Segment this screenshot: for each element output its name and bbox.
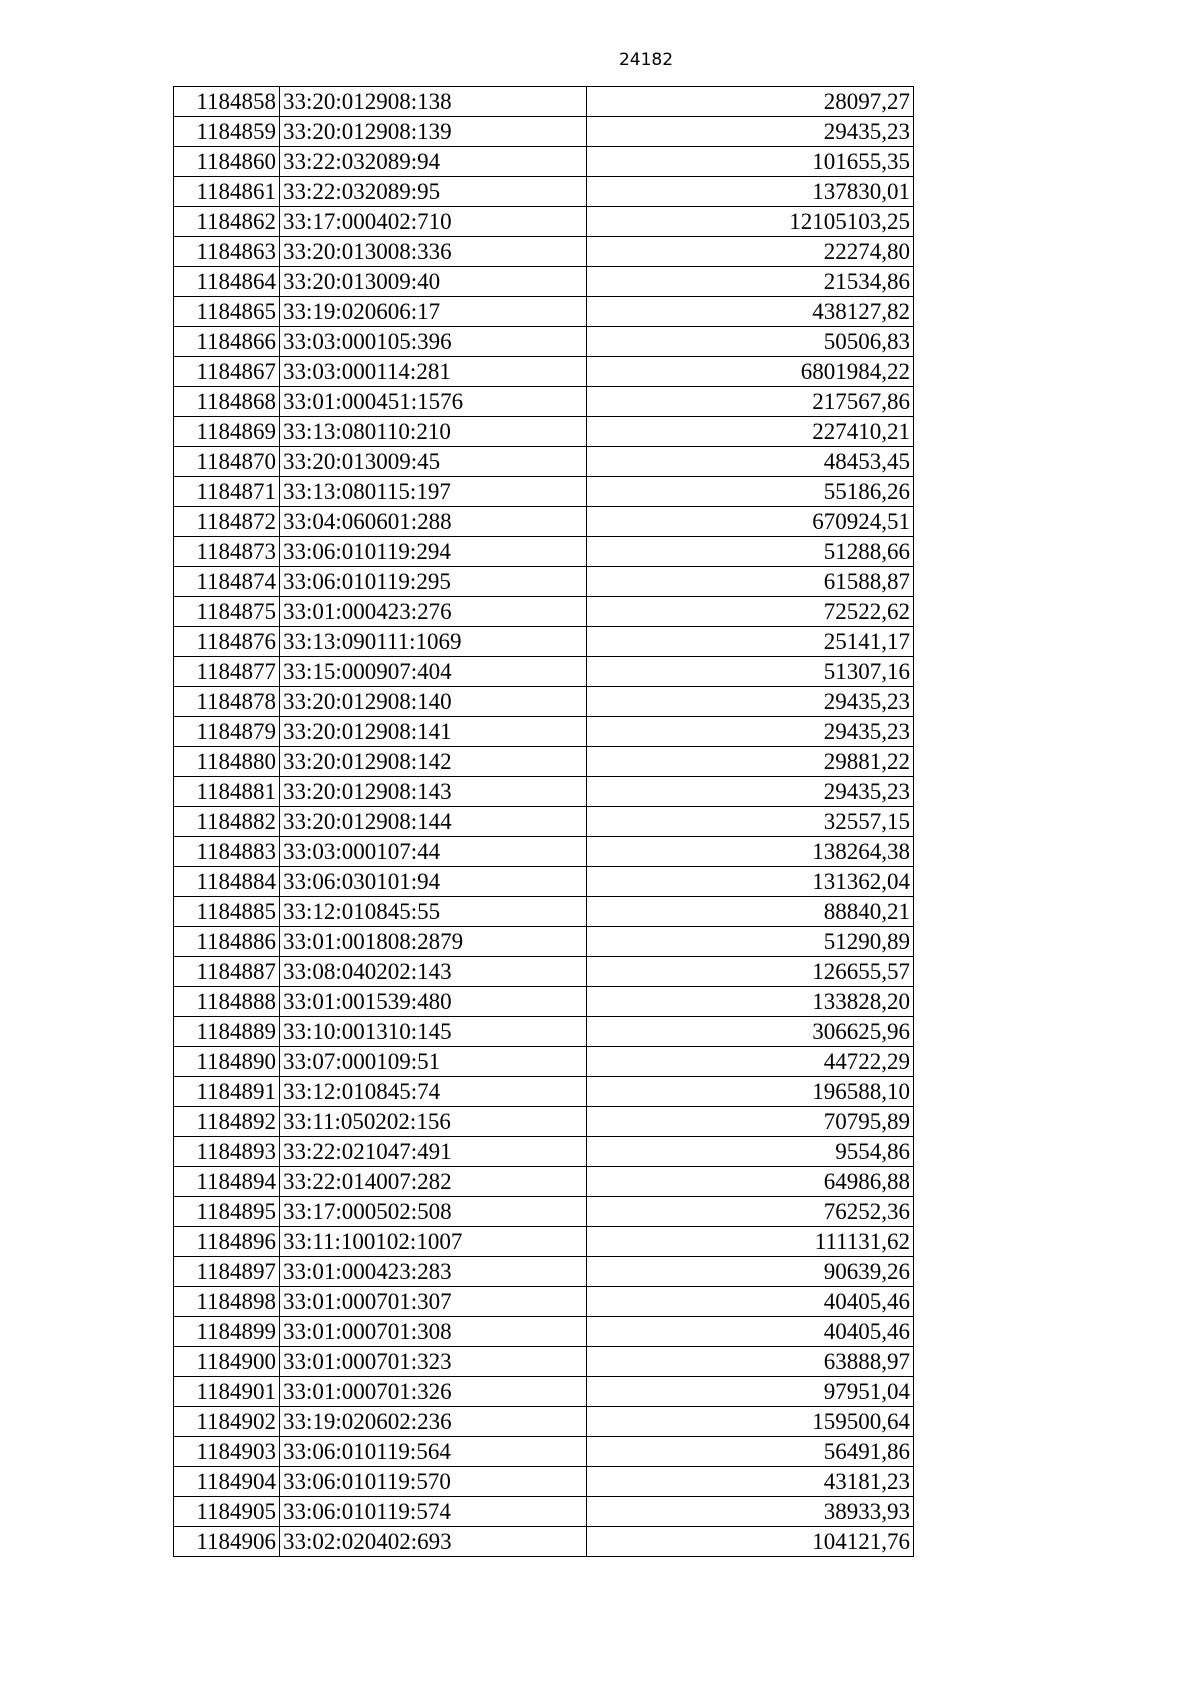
cadastral-number-cell: 33:17:000502:508 — [280, 1197, 587, 1227]
cadastral-number-cell: 33:07:000109:51 — [280, 1047, 587, 1077]
cadastral-number-cell: 33:02:020402:693 — [280, 1527, 587, 1557]
cadastral-value-cell: 104121,76 — [587, 1527, 914, 1557]
row-number-cell: 1184879 — [174, 717, 280, 747]
cadastral-value-cell: 133828,20 — [587, 987, 914, 1017]
row-number-cell: 1184900 — [174, 1347, 280, 1377]
table-row — [174, 957, 914, 987]
cadastral-number-cell: 33:06:010119:294 — [280, 537, 587, 567]
table-row — [174, 747, 914, 777]
table-row — [174, 507, 914, 537]
cadastral-number-cell: 33:19:020602:236 — [280, 1407, 587, 1437]
table-row — [174, 1017, 914, 1047]
cadastral-value-cell: 50506,83 — [587, 327, 914, 357]
row-number-cell: 1184889 — [174, 1017, 280, 1047]
cadastral-number-cell: 33:13:080110:210 — [280, 417, 587, 447]
table-row — [174, 1167, 914, 1197]
cadastral-number-cell: 33:01:000423:276 — [280, 597, 587, 627]
cadastral-value-cell: 196588,10 — [587, 1077, 914, 1107]
row-number-cell: 1184888 — [174, 987, 280, 1017]
table-row — [174, 1317, 914, 1347]
cadastral-number-cell: 33:20:013009:40 — [280, 267, 587, 297]
table-row — [174, 297, 914, 327]
cadastral-value-table — [173, 86, 914, 1557]
cadastral-number-cell: 33:06:010119:574 — [280, 1497, 587, 1527]
table-row — [174, 417, 914, 447]
cadastral-value-cell: 217567,86 — [587, 387, 914, 417]
cadastral-value-cell: 61588,87 — [587, 567, 914, 597]
table-row — [174, 237, 914, 267]
cadastral-value-cell: 29881,22 — [587, 747, 914, 777]
row-number-cell: 1184867 — [174, 357, 280, 387]
cadastral-number-cell: 33:13:090111:1069 — [280, 627, 587, 657]
table-row — [174, 657, 914, 687]
row-number-cell: 1184862 — [174, 207, 280, 237]
row-number-cell: 1184892 — [174, 1107, 280, 1137]
row-number-cell: 1184898 — [174, 1287, 280, 1317]
cadastral-number-cell: 33:20:012908:139 — [280, 117, 587, 147]
cadastral-value-cell: 51307,16 — [587, 657, 914, 687]
row-number-cell: 1184865 — [174, 297, 280, 327]
cadastral-value-cell: 43181,23 — [587, 1467, 914, 1497]
cadastral-number-cell: 33:20:013009:45 — [280, 447, 587, 477]
cadastral-number-cell: 33:01:000701:307 — [280, 1287, 587, 1317]
cadastral-value-cell: 29435,23 — [587, 117, 914, 147]
table-row — [174, 357, 914, 387]
table-row — [174, 1197, 914, 1227]
cadastral-value-cell: 56491,86 — [587, 1437, 914, 1467]
row-number-cell: 1184891 — [174, 1077, 280, 1107]
row-number-cell: 1184901 — [174, 1377, 280, 1407]
cadastral-value-cell: 88840,21 — [587, 897, 914, 927]
table-row — [174, 597, 914, 627]
table-row — [174, 267, 914, 297]
cadastral-value-cell: 40405,46 — [587, 1287, 914, 1317]
cadastral-value-cell: 44722,29 — [587, 1047, 914, 1077]
row-number-cell: 1184861 — [174, 177, 280, 207]
cadastral-value-cell: 97951,04 — [587, 1377, 914, 1407]
cadastral-number-cell: 33:08:040202:143 — [280, 957, 587, 987]
table-row — [174, 1407, 914, 1437]
row-number-cell: 1184893 — [174, 1137, 280, 1167]
table-row — [174, 1347, 914, 1377]
cadastral-value-cell: 9554,86 — [587, 1137, 914, 1167]
table-row — [174, 177, 914, 207]
cadastral-value-cell: 22274,80 — [587, 237, 914, 267]
cadastral-number-cell: 33:06:030101:94 — [280, 867, 587, 897]
cadastral-number-cell: 33:22:032089:94 — [280, 147, 587, 177]
table-row — [174, 537, 914, 567]
table-row — [174, 117, 914, 147]
row-number-cell: 1184877 — [174, 657, 280, 687]
row-number-cell: 1184906 — [174, 1527, 280, 1557]
cadastral-value-cell: 126655,57 — [587, 957, 914, 987]
cadastral-number-cell: 33:20:012908:141 — [280, 717, 587, 747]
row-number-cell: 1184871 — [174, 477, 280, 507]
cadastral-number-cell: 33:10:001310:145 — [280, 1017, 587, 1047]
cadastral-number-cell: 33:01:000451:1576 — [280, 387, 587, 417]
table-row — [174, 477, 914, 507]
cadastral-number-cell: 33:11:100102:1007 — [280, 1227, 587, 1257]
row-number-cell: 1184873 — [174, 537, 280, 567]
cadastral-value-cell: 38933,93 — [587, 1497, 914, 1527]
cadastral-value-cell: 670924,51 — [587, 507, 914, 537]
row-number-cell: 1184903 — [174, 1437, 280, 1467]
row-number-cell: 1184904 — [174, 1467, 280, 1497]
cadastral-number-cell: 33:03:000114:281 — [280, 357, 587, 387]
cadastral-value-cell: 111131,62 — [587, 1227, 914, 1257]
table-row — [174, 87, 914, 117]
cadastral-value-cell: 48453,45 — [587, 447, 914, 477]
row-number-cell: 1184882 — [174, 807, 280, 837]
row-number-cell: 1184876 — [174, 627, 280, 657]
row-number-cell: 1184878 — [174, 687, 280, 717]
row-number-cell: 1184897 — [174, 1257, 280, 1287]
table-row — [174, 1287, 914, 1317]
page-number: 24182 — [618, 50, 674, 70]
cadastral-number-cell: 33:20:012908:144 — [280, 807, 587, 837]
cadastral-value-cell: 29435,23 — [587, 717, 914, 747]
cadastral-number-cell: 33:13:080115:197 — [280, 477, 587, 507]
table-row — [174, 1047, 914, 1077]
cadastral-number-cell: 33:01:000423:283 — [280, 1257, 587, 1287]
row-number-cell: 1184881 — [174, 777, 280, 807]
cadastral-number-cell: 33:06:010119:295 — [280, 567, 587, 597]
row-number-cell: 1184902 — [174, 1407, 280, 1437]
cadastral-number-cell: 33:04:060601:288 — [280, 507, 587, 537]
row-number-cell: 1184872 — [174, 507, 280, 537]
row-number-cell: 1184875 — [174, 597, 280, 627]
row-number-cell: 1184883 — [174, 837, 280, 867]
table-row — [174, 717, 914, 747]
table-row — [174, 837, 914, 867]
cadastral-value-cell: 6801984,22 — [587, 357, 914, 387]
table-row — [174, 987, 914, 1017]
cadastral-value-cell: 55186,26 — [587, 477, 914, 507]
cadastral-value-cell: 64986,88 — [587, 1167, 914, 1197]
cadastral-number-cell: 33:01:000701:326 — [280, 1377, 587, 1407]
cadastral-value-cell: 138264,38 — [587, 837, 914, 867]
cadastral-value-cell: 29435,23 — [587, 777, 914, 807]
cadastral-number-cell: 33:03:000107:44 — [280, 837, 587, 867]
cadastral-value-cell: 306625,96 — [587, 1017, 914, 1047]
table-row — [174, 447, 914, 477]
cadastral-number-cell: 33:22:014007:282 — [280, 1167, 587, 1197]
table-row — [174, 897, 914, 927]
row-number-cell: 1184886 — [174, 927, 280, 957]
row-number-cell: 1184899 — [174, 1317, 280, 1347]
table-row — [174, 687, 914, 717]
cadastral-number-cell: 33:20:013008:336 — [280, 237, 587, 267]
row-number-cell: 1184896 — [174, 1227, 280, 1257]
row-number-cell: 1184868 — [174, 387, 280, 417]
table-row — [174, 1227, 914, 1257]
row-number-cell: 1184887 — [174, 957, 280, 987]
cadastral-value-cell: 131362,04 — [587, 867, 914, 897]
cadastral-number-cell: 33:15:000907:404 — [280, 657, 587, 687]
cadastral-value-cell: 76252,36 — [587, 1197, 914, 1227]
cadastral-number-cell: 33:03:000105:396 — [280, 327, 587, 357]
cadastral-number-cell: 33:20:012908:142 — [280, 747, 587, 777]
cadastral-number-cell: 33:17:000402:710 — [280, 207, 587, 237]
table-row — [174, 867, 914, 897]
cadastral-value-cell: 51288,66 — [587, 537, 914, 567]
row-number-cell: 1184880 — [174, 747, 280, 777]
cadastral-value-cell: 70795,89 — [587, 1107, 914, 1137]
table-row — [174, 1077, 914, 1107]
cadastral-number-cell: 33:12:010845:74 — [280, 1077, 587, 1107]
row-number-cell: 1184859 — [174, 117, 280, 147]
cadastral-number-cell: 33:06:010119:570 — [280, 1467, 587, 1497]
cadastral-value-cell: 28097,27 — [587, 87, 914, 117]
cadastral-value-cell: 63888,97 — [587, 1347, 914, 1377]
cadastral-value-cell: 51290,89 — [587, 927, 914, 957]
row-number-cell: 1184890 — [174, 1047, 280, 1077]
table-row — [174, 627, 914, 657]
cadastral-value-cell: 159500,64 — [587, 1407, 914, 1437]
cadastral-number-cell: 33:20:012908:138 — [280, 87, 587, 117]
row-number-cell: 1184895 — [174, 1197, 280, 1227]
row-number-cell: 1184863 — [174, 237, 280, 267]
row-number-cell: 1184870 — [174, 447, 280, 477]
cadastral-number-cell: 33:01:000701:308 — [280, 1317, 587, 1347]
table-row — [174, 1107, 914, 1137]
table-row — [174, 387, 914, 417]
row-number-cell: 1184894 — [174, 1167, 280, 1197]
table-row — [174, 807, 914, 837]
table-row — [174, 207, 914, 237]
cadastral-value-cell: 438127,82 — [587, 297, 914, 327]
row-number-cell: 1184860 — [174, 147, 280, 177]
table-row — [174, 1527, 914, 1557]
table-row — [174, 327, 914, 357]
table-row — [174, 1377, 914, 1407]
row-number-cell: 1184874 — [174, 567, 280, 597]
cadastral-value-cell: 29435,23 — [587, 687, 914, 717]
cadastral-value-cell: 25141,17 — [587, 627, 914, 657]
row-number-cell: 1184905 — [174, 1497, 280, 1527]
cadastral-value-cell: 90639,26 — [587, 1257, 914, 1287]
table-row — [174, 777, 914, 807]
table-row — [174, 1437, 914, 1467]
cadastral-number-cell: 33:20:012908:140 — [280, 687, 587, 717]
cadastral-value-cell: 72522,62 — [587, 597, 914, 627]
cadastral-number-cell: 33:01:000701:323 — [280, 1347, 587, 1377]
cadastral-value-cell: 137830,01 — [587, 177, 914, 207]
cadastral-value-cell: 21534,86 — [587, 267, 914, 297]
cadastral-value-cell: 227410,21 — [587, 417, 914, 447]
cadastral-number-cell: 33:20:012908:143 — [280, 777, 587, 807]
table-row — [174, 1467, 914, 1497]
table-row — [174, 1137, 914, 1167]
row-number-cell: 1184884 — [174, 867, 280, 897]
cadastral-number-cell: 33:01:001539:480 — [280, 987, 587, 1017]
table-row — [174, 567, 914, 597]
row-number-cell: 1184885 — [174, 897, 280, 927]
cadastral-number-cell: 33:11:050202:156 — [280, 1107, 587, 1137]
cadastral-value-cell: 40405,46 — [587, 1317, 914, 1347]
row-number-cell: 1184869 — [174, 417, 280, 447]
cadastral-number-cell: 33:12:010845:55 — [280, 897, 587, 927]
table-row — [174, 927, 914, 957]
cadastral-number-cell: 33:22:021047:491 — [280, 1137, 587, 1167]
table-row — [174, 1497, 914, 1527]
cadastral-value-cell: 101655,35 — [587, 147, 914, 177]
cadastral-value-cell: 32557,15 — [587, 807, 914, 837]
row-number-cell: 1184866 — [174, 327, 280, 357]
cadastral-value-cell: 12105103,25 — [587, 207, 914, 237]
cadastral-number-cell: 33:22:032089:95 — [280, 177, 587, 207]
table-body — [174, 87, 914, 1557]
row-number-cell: 1184858 — [174, 87, 280, 117]
cadastral-number-cell: 33:01:001808:2879 — [280, 927, 587, 957]
cadastral-number-cell: 33:19:020606:17 — [280, 297, 587, 327]
table-row — [174, 1257, 914, 1287]
cadastral-number-cell: 33:06:010119:564 — [280, 1437, 587, 1467]
table-row — [174, 147, 914, 177]
row-number-cell: 1184864 — [174, 267, 280, 297]
